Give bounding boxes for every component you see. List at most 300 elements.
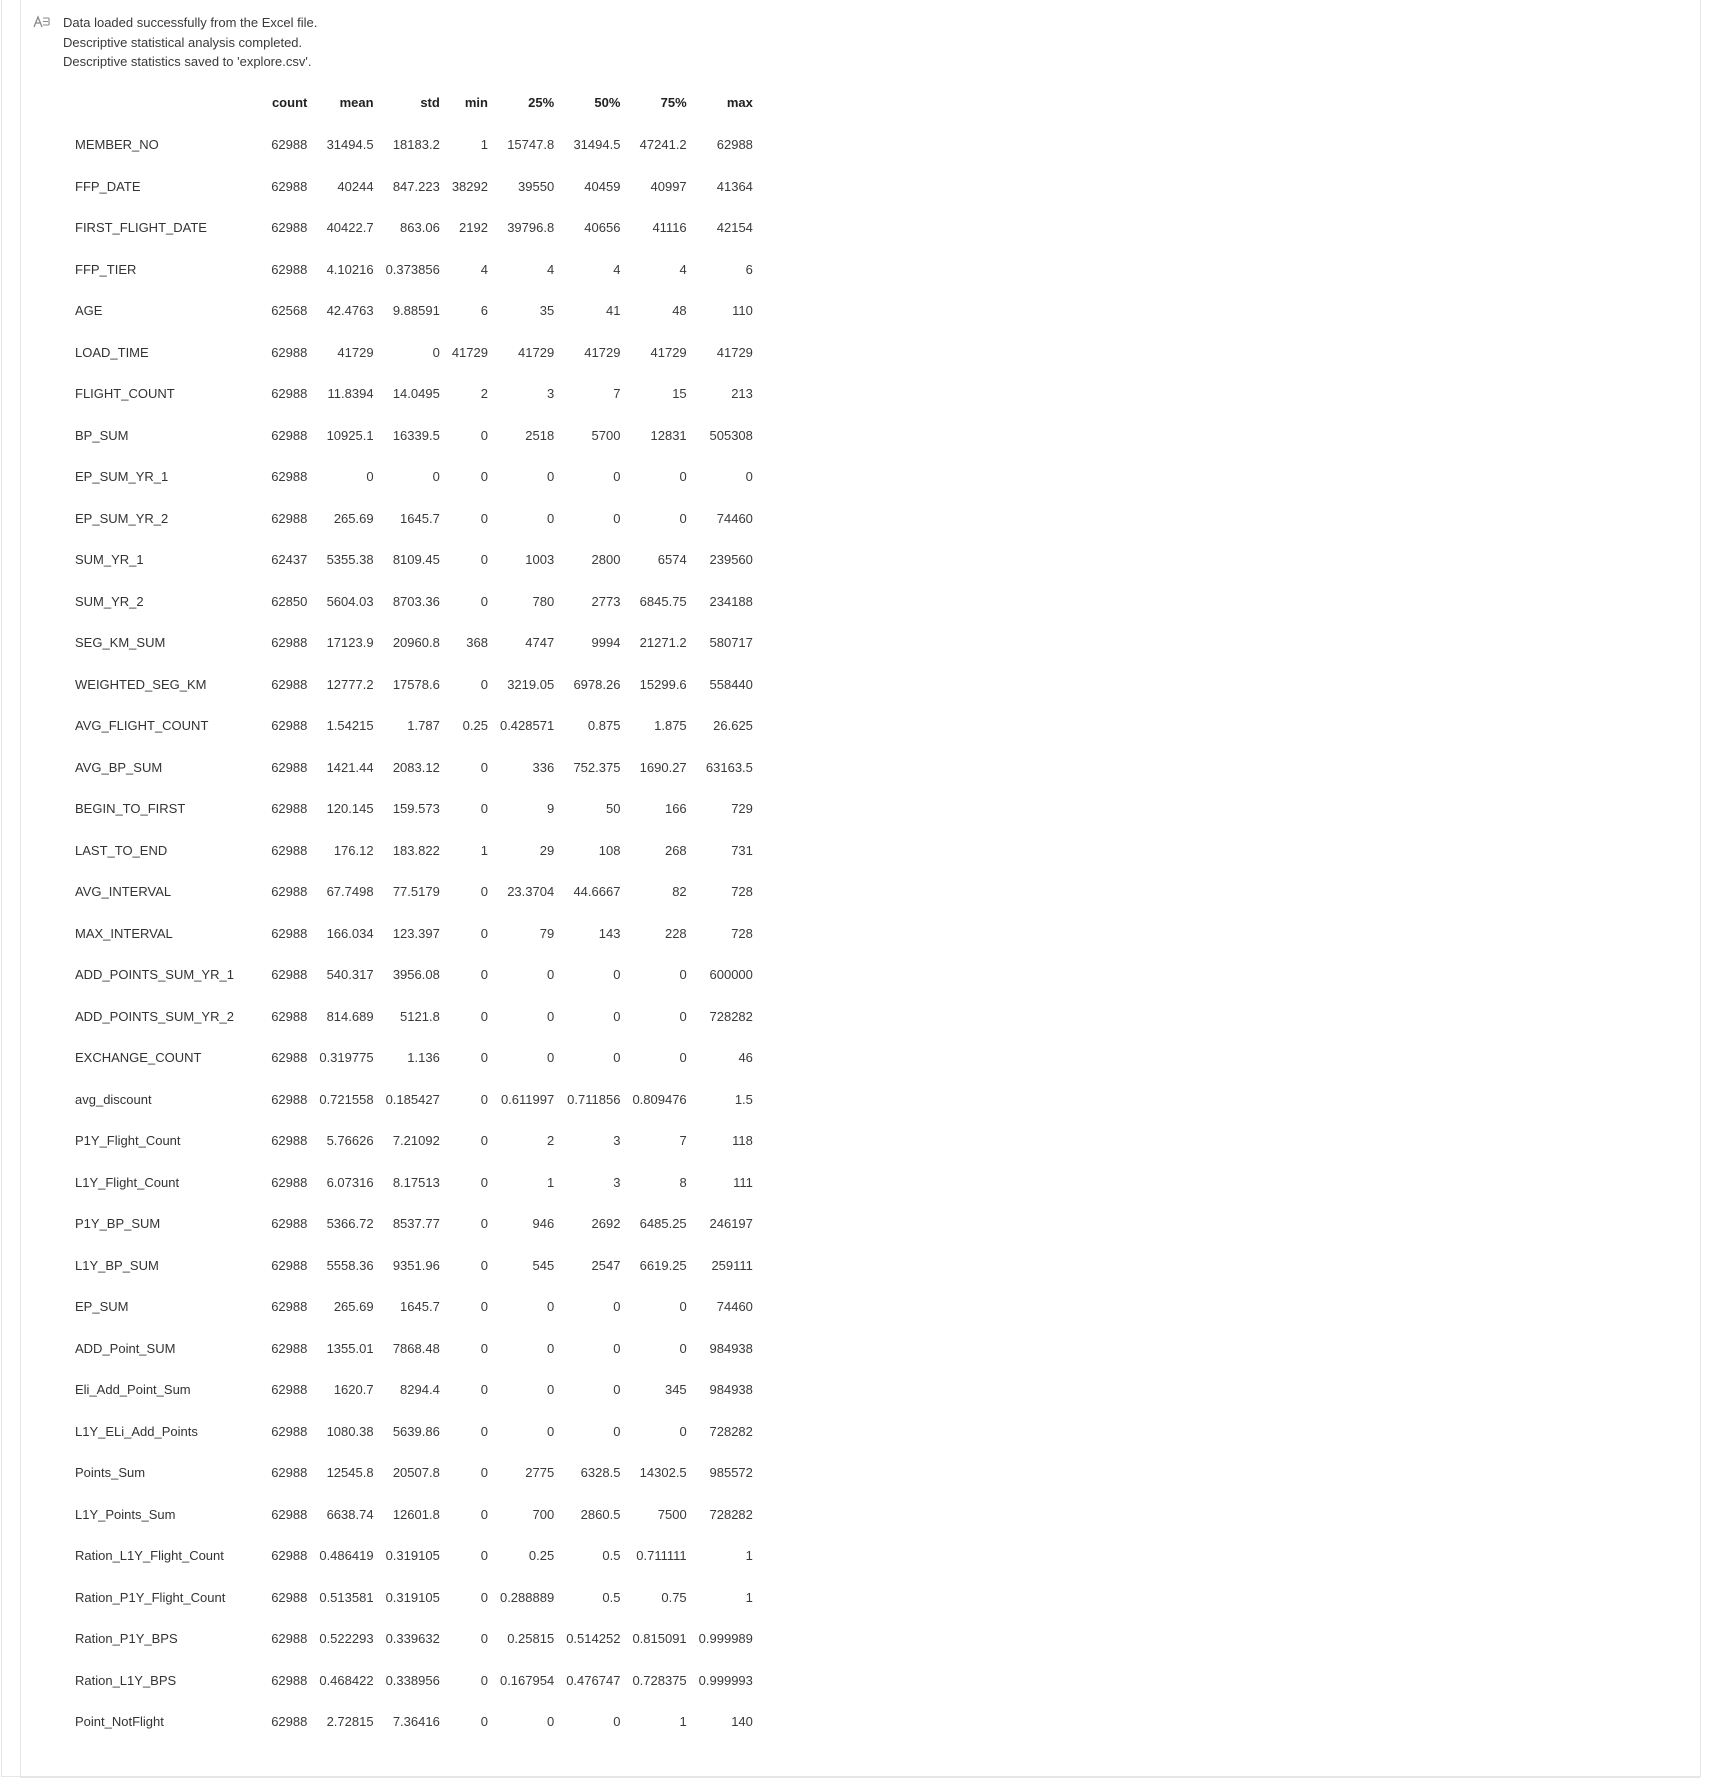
table-cell: 12831 <box>650 427 687 443</box>
table-cell: 0.25 <box>528 1548 555 1564</box>
table-row <box>63 539 753 581</box>
table-cell: 0.522293 <box>319 1631 374 1647</box>
table-cell: 0 <box>613 1299 621 1315</box>
table-cell: 2773 <box>591 593 621 609</box>
table-cell: 5700 <box>591 427 621 443</box>
table-row <box>63 830 753 872</box>
row-label: L1Y_BP_SUM <box>75 1257 159 1273</box>
table-cell: 62437 <box>271 552 308 568</box>
table-cell: 44.6667 <box>573 884 621 900</box>
table-cell: 79 <box>539 925 555 941</box>
row-label: L1Y_ELi_Add_Points <box>75 1423 198 1439</box>
table-cell: 0.513581 <box>319 1589 374 1605</box>
table-cell: 752.375 <box>573 759 621 775</box>
table-cell: 0 <box>546 967 555 983</box>
message-line: Descriptive statistical analysis completed. <box>63 34 303 50</box>
table-cell: 3219.05 <box>507 676 555 692</box>
table-cell: 1080.38 <box>326 1423 374 1439</box>
table-cell: 82 <box>672 884 687 900</box>
table-cell: 40422.7 <box>326 220 374 236</box>
table-cell: 265.69 <box>333 1299 374 1315</box>
table-cell: 0 <box>546 510 555 526</box>
table-cell: 40244 <box>337 178 374 194</box>
table-cell: 2860.5 <box>580 1506 621 1522</box>
table-cell: 12601.8 <box>392 1506 440 1522</box>
table-cell: 62988 <box>271 1714 308 1730</box>
table-cell: 20960.8 <box>392 635 440 651</box>
table-cell: 62988 <box>271 1506 308 1522</box>
table-cell: 1003 <box>525 552 555 568</box>
table-cell: 0.5 <box>602 1589 621 1605</box>
table-cell: 62988 <box>271 1216 308 1232</box>
row-label: FFP_TIER <box>75 261 137 277</box>
table-cell: 7.36416 <box>392 1714 440 1730</box>
table-cell: 0 <box>480 1631 488 1647</box>
table-cell: 62988 <box>271 1548 308 1564</box>
table-cell: 62988 <box>271 1465 308 1481</box>
table-cell: 7 <box>679 1133 687 1149</box>
table-cell: 0 <box>546 1423 555 1439</box>
table-cell: 62988 <box>271 635 308 651</box>
row-label: EP_SUM_YR_2 <box>75 510 169 526</box>
row-label: SUM_YR_1 <box>75 552 144 568</box>
table-cell: 62988 <box>271 1631 308 1647</box>
row-label: AVG_FLIGHT_COUNT <box>75 718 209 734</box>
table-cell: 2.72815 <box>326 1714 374 1730</box>
table-cell: 62988 <box>271 1423 308 1439</box>
table-row <box>63 622 753 664</box>
table-cell: 62988 <box>271 178 308 194</box>
table-cell: 0 <box>679 1423 687 1439</box>
message-line: Descriptive statistics saved to 'explore.csv'. <box>63 54 312 69</box>
table-row <box>63 747 753 789</box>
table-cell: 74460 <box>716 510 753 526</box>
column-header: count <box>271 94 308 110</box>
table-cell: 0 <box>679 1008 687 1024</box>
table-cell: 0.514252 <box>566 1631 621 1647</box>
table-row <box>63 1245 753 1287</box>
table-cell: 17578.6 <box>392 676 440 692</box>
table-cell: 11.8394 <box>327 386 374 402</box>
table-cell: 62988 <box>716 137 753 153</box>
row-label: EXCHANGE_COUNT <box>75 1050 202 1066</box>
table-cell: 6 <box>745 261 753 277</box>
row-label: ADD_POINTS_SUM_YR_1 <box>75 967 234 983</box>
table-cell: 12777.2 <box>326 676 374 692</box>
table-cell: 0 <box>480 1174 488 1190</box>
table-cell: 0 <box>432 469 440 485</box>
table-cell: 1 <box>546 1174 555 1190</box>
table-cell: 62988 <box>271 1382 308 1398</box>
table-row <box>63 1037 753 1079</box>
table-cell: 946 <box>532 1216 555 1232</box>
table-cell: 0.999989 <box>698 1631 753 1647</box>
row-label: SEG_KM_SUM <box>75 635 166 651</box>
table-cell: 0 <box>480 1340 488 1356</box>
table-cell: 8.17513 <box>392 1174 440 1190</box>
table-cell: 62988 <box>271 1299 308 1315</box>
row-label: L1Y_Flight_Count <box>75 1174 180 1190</box>
table-cell: 1.5 <box>734 1091 753 1107</box>
row-label: WEIGHTED_SEG_KM <box>75 676 207 692</box>
table-cell: 0 <box>679 469 687 485</box>
table-cell: 580717 <box>709 635 753 651</box>
table-cell: 246197 <box>709 1216 753 1232</box>
table-cell: 62988 <box>271 1257 308 1273</box>
column-header: 25% <box>528 94 555 110</box>
table-cell: 41364 <box>716 178 753 194</box>
table-row <box>63 664 753 706</box>
table-cell: 1.136 <box>407 1050 440 1066</box>
table-cell: 62850 <box>271 593 308 609</box>
table-row <box>63 1162 753 1204</box>
table-cell: 0 <box>480 510 488 526</box>
table-cell: 8294.4 <box>400 1382 440 1398</box>
table-cell: 0 <box>613 1382 621 1398</box>
table-cell: 166 <box>664 801 687 817</box>
table-cell: 15747.8 <box>507 137 555 153</box>
table-cell: 0.486419 <box>319 1548 374 1564</box>
table-row <box>63 871 753 913</box>
table-cell: 0.711111 <box>636 1548 687 1564</box>
table-row <box>63 124 753 166</box>
table-cell: 15 <box>672 386 687 402</box>
table-cell: 7500 <box>657 1506 687 1522</box>
table-cell: 4 <box>613 261 621 277</box>
table-cell: 0 <box>480 676 488 692</box>
table-cell: 0.25 <box>462 718 488 734</box>
table-row <box>63 788 753 830</box>
row-label: FFP_DATE <box>75 178 141 194</box>
output-messages <box>63 13 317 72</box>
table-cell: 0 <box>679 510 687 526</box>
row-label: ADD_Point_SUM <box>75 1340 176 1356</box>
table-cell: 7 <box>613 386 621 402</box>
table-cell: 166.034 <box>326 925 374 941</box>
table-cell: 62988 <box>271 1589 308 1605</box>
table-cell: 41116 <box>652 220 687 236</box>
table-row <box>63 1328 753 1370</box>
table-cell: 8 <box>679 1174 687 1190</box>
column-header: 75% <box>660 94 687 110</box>
table-cell: 0 <box>480 469 488 485</box>
table-cell: 0 <box>480 1133 488 1149</box>
table-cell: 1 <box>679 1714 687 1730</box>
table-cell: 0 <box>480 1714 488 1730</box>
table-cell: 7868.48 <box>392 1340 440 1356</box>
table-cell: 0.25815 <box>507 1631 555 1647</box>
column-header: std <box>420 94 440 110</box>
table-row <box>63 1411 753 1453</box>
table-cell: 15299.6 <box>639 676 687 692</box>
table-cell: 863.06 <box>400 220 440 236</box>
table-cell: 0 <box>480 1216 488 1232</box>
table-cell: 1620.7 <box>333 1382 374 1398</box>
table-cell: 5604.03 <box>326 593 374 609</box>
table-row <box>63 996 753 1038</box>
table-cell: 0 <box>546 1008 555 1024</box>
table-row <box>63 332 753 374</box>
table-cell: 0 <box>613 1714 621 1730</box>
table-cell: 6 <box>480 303 488 319</box>
row-label: LAST_TO_END <box>75 842 168 858</box>
table-cell: 4747 <box>525 635 555 651</box>
table-cell: 8537.77 <box>392 1216 440 1232</box>
table-cell: 0 <box>432 344 440 360</box>
table-cell: 42.4763 <box>326 303 374 319</box>
table-header <box>63 80 753 124</box>
table-row <box>63 1452 753 1494</box>
row-label: BP_SUM <box>75 427 129 443</box>
table-cell: 14302.5 <box>639 1465 687 1481</box>
table-cell: 239560 <box>709 552 753 568</box>
column-header: min <box>464 94 488 110</box>
table-cell: 228 <box>664 925 687 941</box>
table-cell: 0 <box>613 1050 621 1066</box>
table-cell: 2083.12 <box>392 759 440 775</box>
table-cell: 26.625 <box>713 718 753 734</box>
table-cell: 0 <box>613 967 621 983</box>
table-row <box>63 913 753 955</box>
table-cell: 10925.1 <box>326 427 374 443</box>
table-cell: 0 <box>480 1257 488 1273</box>
table-row <box>63 415 753 457</box>
table-cell: 14.0495 <box>392 386 440 402</box>
table-cell: 0.319105 <box>385 1589 440 1605</box>
table-cell: 62988 <box>271 718 308 734</box>
table-cell: 268 <box>664 842 687 858</box>
table-cell: 847.223 <box>392 178 440 194</box>
row-label: Ration_L1Y_BPS <box>75 1672 177 1688</box>
table-cell: 984938 <box>709 1382 753 1398</box>
table-cell: 39550 <box>518 178 555 194</box>
table-cell: 1.787 <box>407 718 440 734</box>
table-cell: 48 <box>672 303 687 319</box>
table-cell: 62988 <box>271 676 308 692</box>
table-cell: 0 <box>480 1548 488 1564</box>
table-cell: 0.339632 <box>385 1631 440 1647</box>
table-cell: 0 <box>679 1299 687 1315</box>
table-cell: 0.185427 <box>385 1091 440 1107</box>
table-cell: 2 <box>480 386 488 402</box>
table-cell: 2 <box>546 1133 555 1149</box>
table-body <box>63 124 753 1743</box>
table-cell: 1421.44 <box>326 759 374 775</box>
table-cell: 8703.36 <box>392 593 440 609</box>
table-cell: 505308 <box>709 427 753 443</box>
table-cell: 0 <box>480 1299 488 1315</box>
table-cell: 0 <box>546 469 555 485</box>
row-label: EP_SUM_YR_1 <box>75 469 169 485</box>
table-cell: 63163.5 <box>705 759 753 775</box>
table-cell: 0 <box>480 801 488 817</box>
table-row <box>63 954 753 996</box>
table-cell: 0.428571 <box>499 718 555 734</box>
table-cell: 4 <box>546 261 555 277</box>
table-cell: 0 <box>613 1008 621 1024</box>
table-cell: 0 <box>480 1008 488 1024</box>
table-cell: 0 <box>480 427 488 443</box>
table-cell: 0 <box>480 1589 488 1605</box>
row-label: FLIGHT_COUNT <box>75 386 175 402</box>
table-cell: 0 <box>480 1465 488 1481</box>
table-cell: 259111 <box>711 1257 753 1273</box>
table-cell: 41729 <box>451 344 488 360</box>
table-cell: 1 <box>745 1548 753 1564</box>
row-label: P1Y_Flight_Count <box>75 1133 181 1149</box>
table-cell: 731 <box>731 842 753 858</box>
table-row <box>63 498 753 540</box>
table-cell: 9994 <box>591 635 621 651</box>
table-cell: 0 <box>745 469 753 485</box>
table-cell: 5639.86 <box>392 1423 440 1439</box>
table-cell: 62988 <box>271 137 308 153</box>
table-cell: 0 <box>480 759 488 775</box>
row-label: L1Y_Points_Sum <box>75 1506 176 1522</box>
row-label: Eli_Add_Point_Sum <box>75 1382 191 1398</box>
table-cell: 18183.2 <box>392 137 440 153</box>
table-cell: 9351.96 <box>392 1257 440 1273</box>
row-label: AVG_BP_SUM <box>75 759 163 775</box>
table-row <box>63 166 753 208</box>
row-label: AGE <box>75 303 103 319</box>
row-label: avg_discount <box>75 1091 152 1107</box>
row-label: Ration_P1Y_Flight_Count <box>75 1589 226 1605</box>
table-row <box>63 1286 753 1328</box>
table-cell: 0 <box>480 1423 488 1439</box>
table-cell: 3 <box>613 1174 621 1190</box>
table-row <box>63 1079 753 1121</box>
table-cell: 600000 <box>709 967 753 983</box>
table-row <box>63 581 753 623</box>
table-cell: 5366.72 <box>326 1216 374 1232</box>
table-row <box>63 1535 753 1577</box>
table-cell: 123.397 <box>392 925 440 941</box>
table-cell: 62988 <box>271 1133 308 1149</box>
table-cell: 6619.25 <box>639 1257 687 1273</box>
row-label: FIRST_FLIGHT_DATE <box>75 220 207 236</box>
table-row <box>63 1660 753 1702</box>
table-row <box>63 1577 753 1619</box>
table-cell: 5355.38 <box>326 552 374 568</box>
table-cell: 77.5179 <box>392 884 440 900</box>
table-cell: 62988 <box>271 801 308 817</box>
table-cell: 140 <box>731 1714 753 1730</box>
table-cell: 17123.9 <box>326 635 374 651</box>
message-line: Data loaded successfully from the Excel file. <box>63 15 318 30</box>
table-cell: 0 <box>480 1050 488 1066</box>
table-cell: 2547 <box>591 1257 621 1273</box>
table-cell: 47241.2 <box>639 137 687 153</box>
table-cell: 0 <box>546 1340 555 1356</box>
table-cell: 7.21092 <box>392 1133 440 1149</box>
table-cell: 38292 <box>451 178 488 194</box>
table-cell: 62988 <box>271 759 308 775</box>
table-cell: 9 <box>546 801 555 817</box>
table-cell: 780 <box>532 593 555 609</box>
row-label: Ration_L1Y_Flight_Count <box>75 1548 224 1564</box>
row-label: BEGIN_TO_FIRST <box>75 801 186 817</box>
table-cell: 728282 <box>709 1506 753 1522</box>
table-cell: 0.611997 <box>500 1091 555 1107</box>
table-cell: 6485.25 <box>639 1216 687 1232</box>
table-row <box>63 1369 753 1411</box>
table-cell: 1645.7 <box>400 1299 440 1315</box>
table-cell: 41729 <box>337 344 374 360</box>
table-cell: 0 <box>546 1714 555 1730</box>
table-cell: 8109.45 <box>392 552 440 568</box>
table-cell: 74460 <box>716 1299 753 1315</box>
table-cell: 1.875 <box>654 718 687 734</box>
table-cell: 728282 <box>709 1423 753 1439</box>
table-cell: 110 <box>732 303 753 319</box>
table-cell: 0 <box>546 1050 555 1066</box>
table-cell: 62988 <box>271 427 308 443</box>
row-label: AVG_INTERVAL <box>75 884 172 900</box>
table-cell: 62988 <box>271 510 308 526</box>
header-row <box>63 80 753 124</box>
row-label: Point_NotFlight <box>75 1714 164 1730</box>
table-row <box>63 290 753 332</box>
table-row <box>63 373 753 415</box>
table-cell: 0 <box>480 1506 488 1522</box>
table-cell: 62988 <box>271 344 308 360</box>
table-cell: 265.69 <box>333 510 374 526</box>
table-cell: 41 <box>605 303 621 319</box>
table-cell: 62988 <box>271 1050 308 1066</box>
table-cell: 0.319775 <box>319 1050 374 1066</box>
table-cell: 1 <box>480 137 488 153</box>
table-cell: 213 <box>731 386 753 402</box>
table-cell: 0.468422 <box>319 1672 374 1688</box>
table-cell: 0.288889 <box>499 1589 555 1605</box>
row-label: P1Y_BP_SUM <box>75 1216 161 1232</box>
table-row <box>63 1618 753 1660</box>
table-cell: 700 <box>532 1506 555 1522</box>
table-cell: 345 <box>664 1382 687 1398</box>
table-cell: 9.88591 <box>392 303 440 319</box>
row-label: SUM_YR_2 <box>75 593 144 609</box>
row-label: MEMBER_NO <box>75 137 159 153</box>
table-cell: 0.167954 <box>499 1672 555 1688</box>
table-cell: 1690.27 <box>639 759 687 775</box>
table-cell: 5.76626 <box>326 1133 374 1149</box>
table-cell: 0 <box>679 1050 687 1066</box>
table-cell: 0.728375 <box>632 1672 687 1688</box>
table-cell: 62988 <box>271 1091 308 1107</box>
table-cell: 1 <box>745 1589 753 1605</box>
table-cell: 985572 <box>709 1465 753 1481</box>
table-cell: 41729 <box>716 344 753 360</box>
table-row <box>63 1494 753 1536</box>
table-cell: 0.721558 <box>319 1091 374 1107</box>
table-cell: 6978.26 <box>573 676 621 692</box>
table-cell: 6574 <box>657 552 687 568</box>
table-cell: 728 <box>731 925 753 941</box>
table-cell: 540.317 <box>326 967 374 983</box>
table-cell: 545 <box>532 1257 555 1273</box>
table-cell: 0 <box>613 1340 621 1356</box>
table-cell: 183.822 <box>392 842 440 858</box>
table-cell: 62988 <box>271 261 308 277</box>
table-cell: 984938 <box>709 1340 753 1356</box>
describe-table <box>63 80 753 1743</box>
index-header <box>63 80 248 124</box>
table-cell: 1645.7 <box>400 510 440 526</box>
table-cell: 41729 <box>650 344 687 360</box>
table-cell: 0 <box>480 552 488 568</box>
table-cell: 4 <box>679 261 687 277</box>
